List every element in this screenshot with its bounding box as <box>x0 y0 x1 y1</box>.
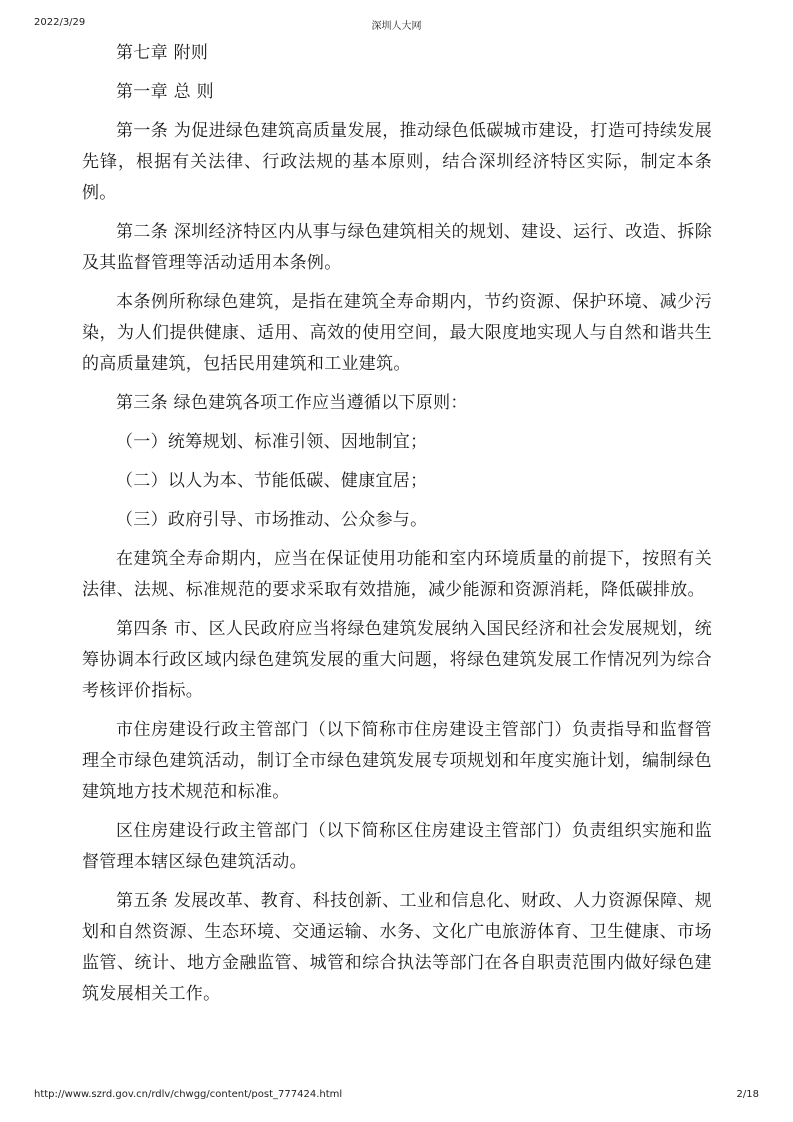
site-title: 深圳人大网 <box>371 21 422 32</box>
source-url: http://www.szrd.gov.cn/rdlv/chwgg/content/post_777424.html <box>34 1089 343 1100</box>
article-2-definition: 本条例所称绿色建筑，是指在建筑全寿命期内，节约资源、保护环境、减少污染，为人们提供健康、适用、高效的使用空间，最大限度地实现人与自然和谐共生的高质量建筑，包括民用建筑和工业建筑。 <box>82 292 712 374</box>
article-4: 第四条 市、区人民政府应当将绿色建筑发展纳入国民经济和社会发展规划，统筹协调本行政区域内绿色建筑发展的重大问题，将绿色建筑发展工作情况列为综合考核评价指标。 <box>82 619 712 701</box>
print-date: 2022/3/29 <box>34 17 86 28</box>
article-2: 第二条 深圳经济特区内从事与绿色建筑相关的规划、建设、运行、改造、拆除及其监督管理等活动适用本条例。 <box>82 222 712 273</box>
page-footer <box>34 1089 759 1103</box>
article-4-city-department: 市住房建设行政主管部门（以下简称市住房建设主管部门）负责指导和监督管理全市绿色建筑活动，制订全市绿色建筑发展专项规划和年度实施计划，编制绿色建筑地方技术规范和标准。 <box>82 720 712 802</box>
article-3: 第三条 绿色建筑各项工作应当遵循以下原则： <box>116 393 468 413</box>
document-body <box>82 38 712 1018</box>
chapter-heading-1: 第一章 总 则 <box>116 82 214 102</box>
article-5: 第五条 发展改革、教育、科技创新、工业和信息化、财政、人力资源保障、规划和自然资源、生态环境、交通运输、水务、文化广电旅游体育、卫生健康、市场监管、统计、地方金融监管、城管和综合执法等部门在各自职责范围内做好绿色建筑发展相关工作。 <box>82 891 712 1004</box>
chapter-heading-7: 第七章 附则 <box>116 43 209 63</box>
article-1: 第一条 为促进绿色建筑高质量发展，推动绿色低碳城市建设，打造可持续发展先锋，根据有关法律、行政法规的基本原则，结合深圳经济特区实际，制定本条例。 <box>82 121 712 203</box>
article-4-district-department: 区住房建设行政主管部门（以下简称区住房建设主管部门）负责组织实施和监督管理本辖区绿色建筑活动。 <box>82 821 712 872</box>
article-3-item-1: （一）统筹规划、标准引领、因地制宜； <box>116 432 428 452</box>
article-3-lifecycle: 在建筑全寿命期内，应当在保证使用功能和室内环境质量的前提下，按照有关法律、法规、标准规范的要求采取有效措施，减少能源和资源消耗，降低碳排放。 <box>82 549 712 600</box>
page-header <box>34 17 759 31</box>
article-3-item-2: （二）以人为本、节能低碳、健康宜居； <box>116 471 428 491</box>
article-3-item-3: （三）政府引导、市场推动、公众参与。 <box>116 510 428 530</box>
page-number: 2/18 <box>736 1089 759 1100</box>
